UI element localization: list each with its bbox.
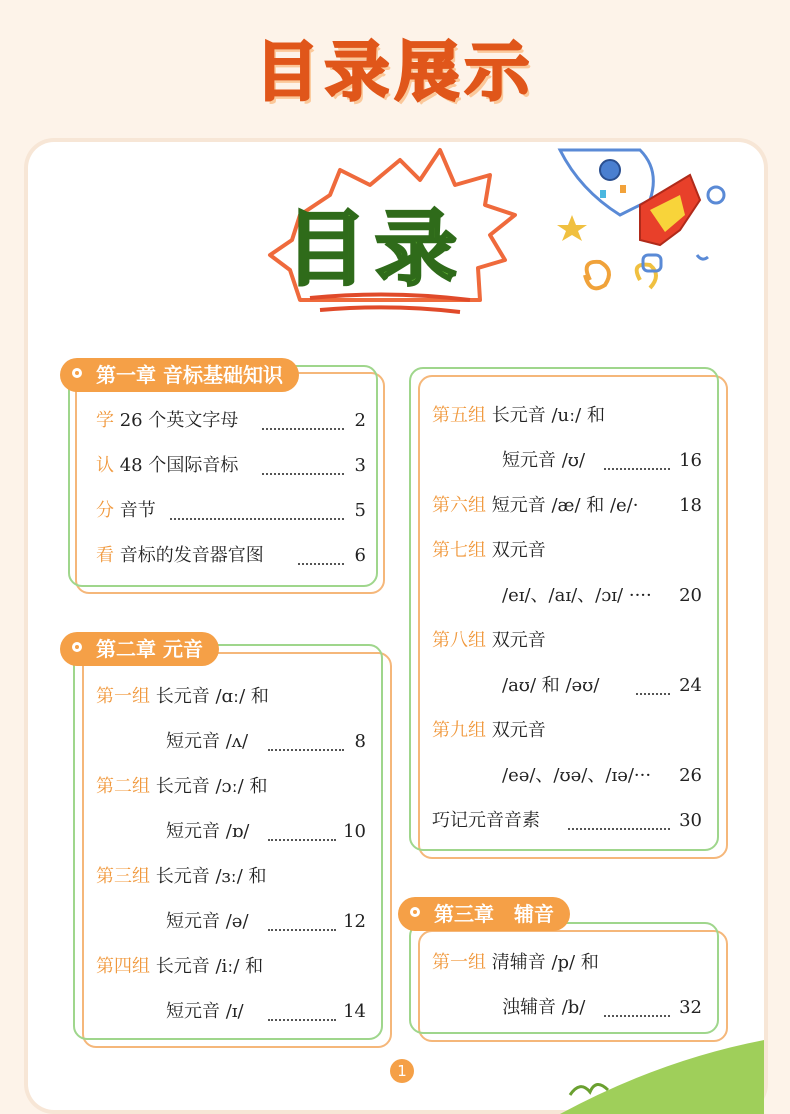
toc-item-line2[interactable]: 浊辅音 /b/ [502,997,586,1018]
page-number: 1 [390,1059,414,1083]
chapter1-title: 第一章 音标基础知识 [60,358,299,392]
leader-dots [568,814,670,830]
toc-item[interactable]: 看 音标的发音器官图 [96,545,264,566]
page-ref: 8 [354,731,366,752]
page-ref: 30 [679,810,702,831]
page-ref: 10 [343,821,366,842]
swirl-icon [585,262,609,289]
grass-icon [560,1040,764,1114]
page-ref: 20 [679,585,702,606]
star-icon [557,215,587,241]
toc-item[interactable]: 第八组 双元音 [432,630,546,651]
leader-dots [604,454,670,470]
toc-item[interactable]: 第六组 短元音 /æ/ 和 /e/· [432,495,639,516]
toc-item-line2[interactable]: 短元音 /ɒ/ [166,821,250,842]
leader-dots [170,504,344,520]
page-ref: 14 [343,1001,366,1022]
page-ref: 32 [679,997,702,1018]
toc-item[interactable]: 巧记元音音素 [432,810,540,831]
leader-dots [604,1001,670,1017]
toc-item[interactable]: 第三组 长元音 /ɜː/ 和 [96,866,267,887]
toc-item[interactable]: 第九组 双元音 [432,720,546,741]
page-ref: 24 [679,675,702,696]
page-ref: 3 [354,455,366,476]
rocket-icon [560,150,700,245]
toc-item-line2[interactable]: 短元音 /ʊ/ [502,450,586,471]
page-ref: 6 [354,545,366,566]
toc-item[interactable]: 第四组 长元音 /iː/ 和 [96,956,264,977]
banner-title: 目录展示 [255,36,535,110]
toc-item[interactable]: 认 48 个国际音标 [96,455,239,476]
toc-item[interactable]: 第五组 长元音 /uː/ 和 [432,405,605,426]
toc-item[interactable]: 第七组 双元音 [432,540,546,561]
page-ref: 26 [679,765,702,786]
page-ref: 18 [679,495,702,516]
toc-item-line2[interactable]: /eɪ/、/aɪ/、/ɔɪ/ ···· [502,585,652,606]
toc-item-line2[interactable]: /eə/、/ʊə/、/ɪə/··· [502,765,652,786]
toc-item-line2[interactable]: 短元音 /ʌ/ [166,731,249,752]
toc-item-line2[interactable]: /aʊ/ 和 /əʊ/ [502,675,600,696]
page-ref: 2 [354,410,366,431]
toc-item[interactable]: 第二组 长元音 /ɔː/ 和 [96,776,268,797]
toc-item[interactable]: 第一组 长元音 /ɑː/ 和 [96,686,269,707]
swirl-icon [708,187,724,203]
toc-item[interactable]: 分 音节 [96,500,156,521]
toc-item-line2[interactable]: 短元音 /ɪ/ [166,1001,244,1022]
chapter3-title: 第三章 辅音 [398,897,570,931]
toc-item-line2[interactable]: 短元音 /ə/ [166,911,249,932]
page-ref: 16 [679,450,702,471]
toc-item[interactable]: 第一组 清辅音 /p/ 和 [432,952,599,973]
card-title: 目录 [285,202,466,297]
toc-item[interactable]: 学 26 个英文字母 [96,410,239,431]
chapter2-title: 第二章 元音 [60,632,219,666]
page-ref: 12 [343,911,366,932]
page-ref: 5 [354,500,366,521]
